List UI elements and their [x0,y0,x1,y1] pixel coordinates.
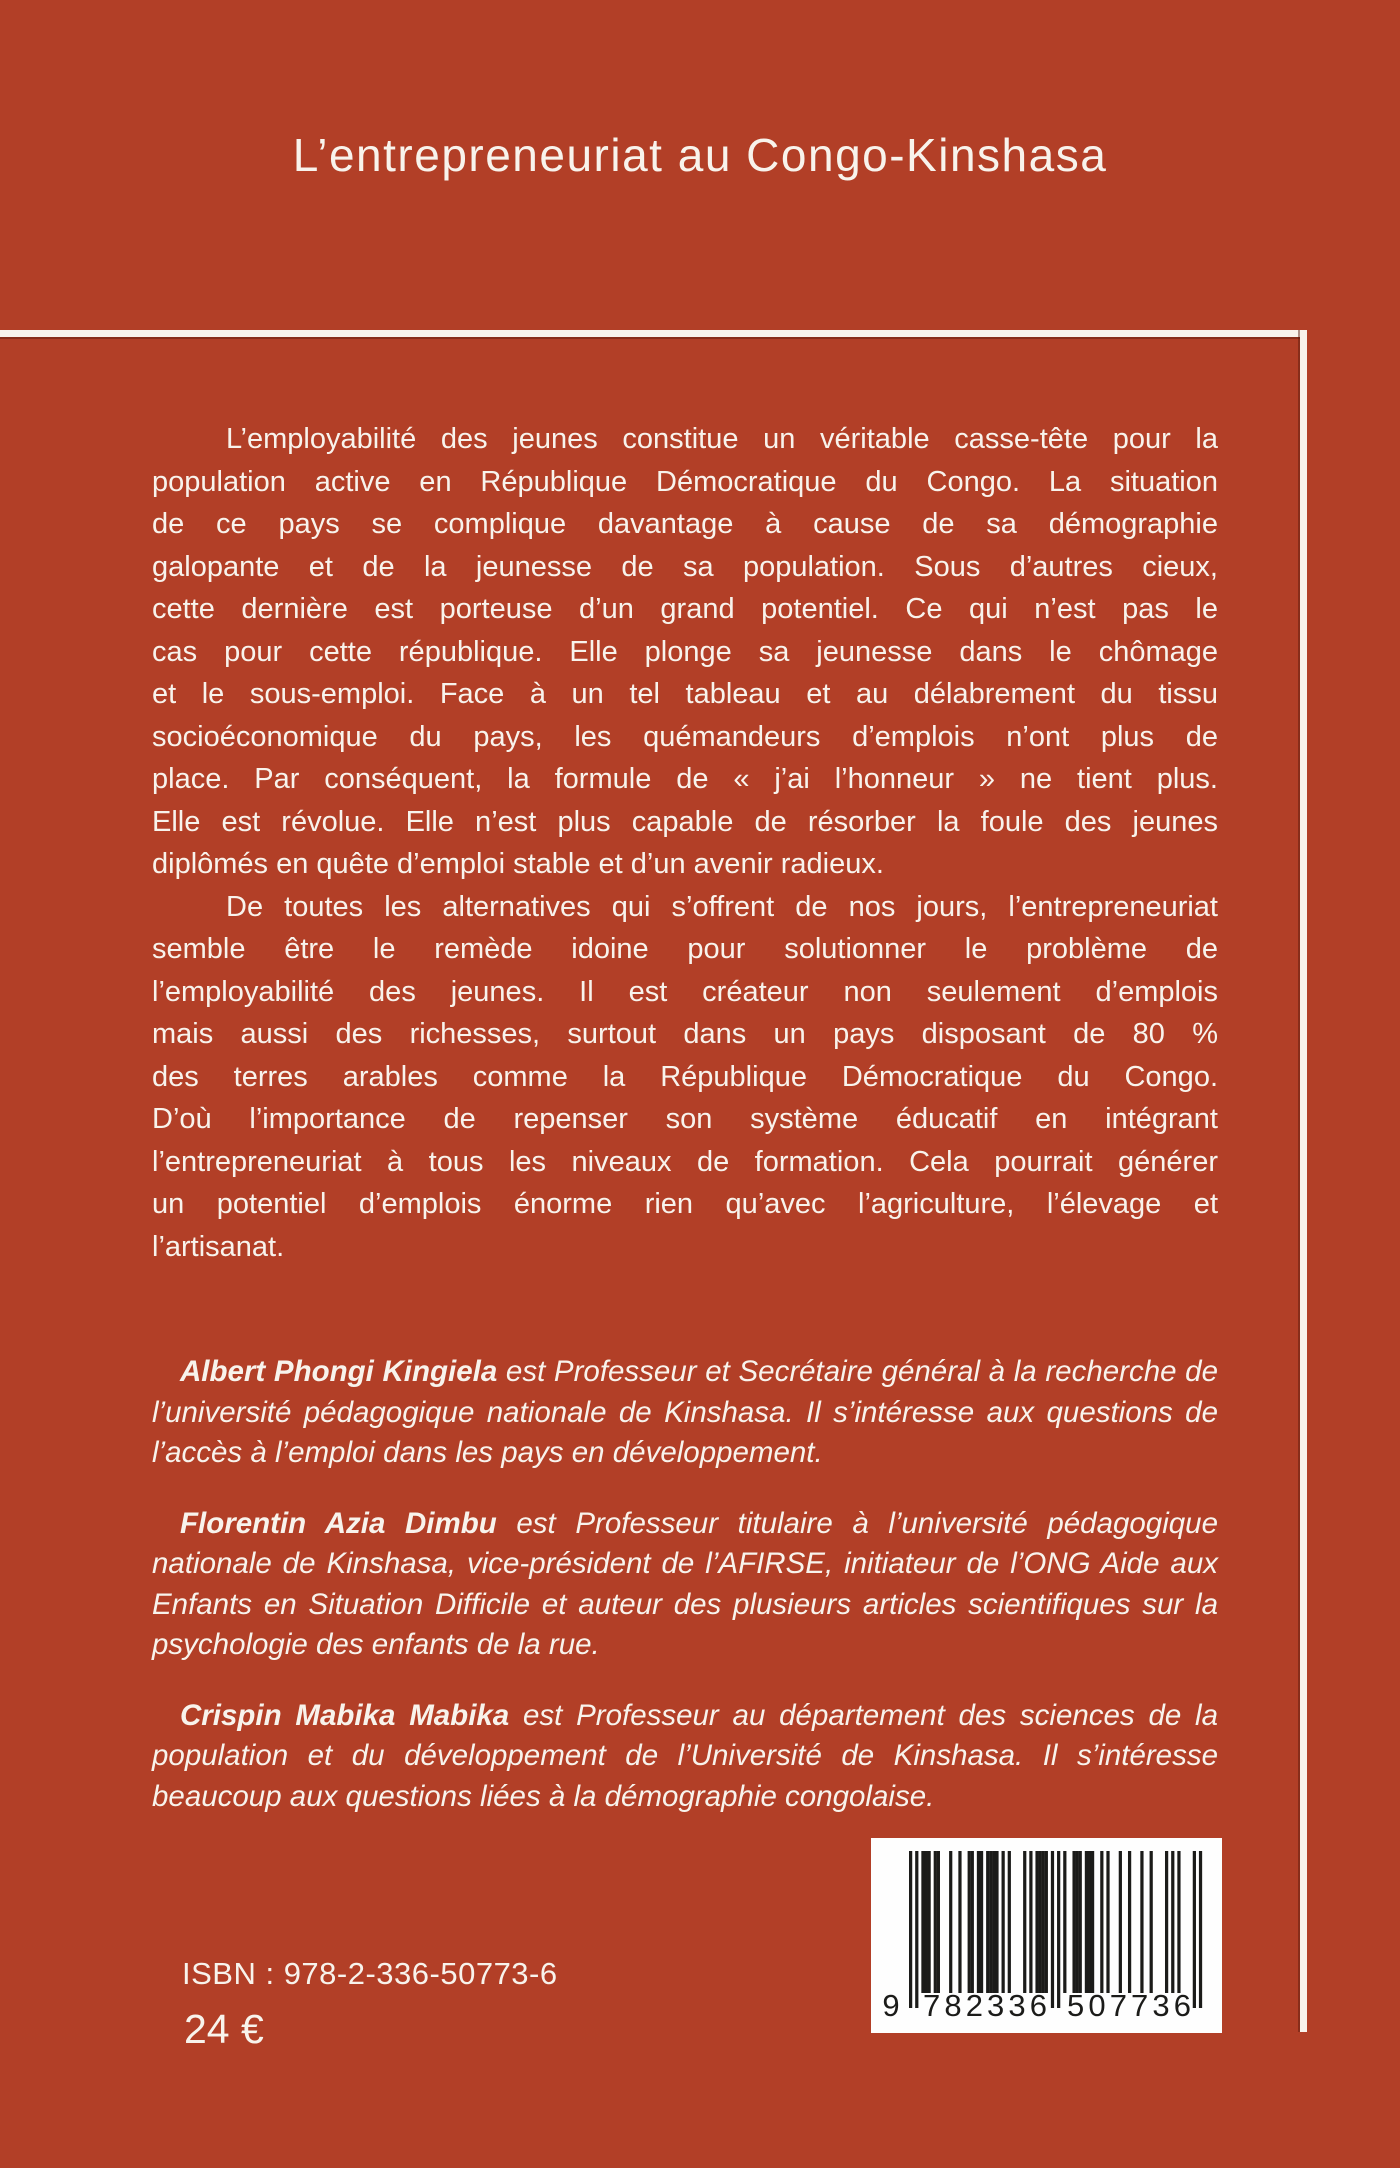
synopsis-line: l’artisanat. [152,1230,285,1263]
synopsis-paragraph-2 [152,886,1218,1269]
barcode-digit: 6 [1029,1988,1047,2023]
barcode-digit: 8 [944,1988,962,2023]
barcode-digit: 2 [965,1988,983,2023]
synopsis-line: galopante et de la jeunesse de sa population. Sous d’autres cieux, [152,550,1218,583]
synopsis-line: de ce pays se complique davantage à cause de sa démographie [152,508,1218,540]
barcode-digit: 0 [1088,1988,1106,2023]
synopsis-line: diplômés en quête d’emploi stable et d’un avenir radieux. [152,848,884,880]
synopsis-line: des terres arables comme la République Démocratique du Congo. [152,1060,1218,1093]
synopsis-line: cas pour cette république. Elle plonge sa jeunesse dans le chômage [152,635,1218,668]
barcode-digits-right-group [1067,1988,1191,2024]
synopsis-line: l’entrepreneuriat à tous les niveaux de formation. Cela pourrait générer [152,1145,1218,1178]
author-name: Albert Phongi Kingiela [180,1355,498,1388]
synopsis-line: De toutes les alternatives qui s’offrent de nos jours, l’entrepreneuriat [226,890,1218,923]
author-bio [152,1504,1218,1666]
barcode-digit: 3 [987,1988,1005,2023]
synopsis-line: cette dernière est porteuse d’un grand potentiel. Ce qui n’est pas le [152,593,1218,625]
author-bio [152,1352,1218,1474]
author-bios [152,1352,1218,1847]
synopsis-line: socioéconomique du pays, les quémandeurs d’emplois n’ont plus de [152,720,1218,753]
barcode-digits-left-group [923,1988,1047,2024]
author-name: Florentin Azia Dimbu [180,1506,497,1540]
synopsis-paragraph-1 [152,418,1218,886]
author-bio-text: est Professeur titulaire à l’université pédagogique nationale de Kinshasa, vice-président de l’AFIRSE, initiateur de l’ONG Aide aux Enfants en Situation Difficile et auteur des plusieurs articles scientifiques sur la psychologie des enfants de la rue. [152,1506,1218,1661]
synopsis-line: et le sous-emploi. Face à un tel tableau et au délabrement du tissu [152,678,1218,710]
synopsis-line: un potentiel d’emplois énorme rien qu’avec l’agriculture, l’élevage et [152,1188,1218,1220]
barcode-digit: 7 [1131,1988,1149,2023]
synopsis [152,418,1218,1268]
author-name: Crispin Mabika Mabika [180,1698,510,1732]
barcode-digit: 3 [1008,1988,1026,2023]
synopsis-line: D’où l’importance de repenser son système éducatif en intégrant [152,1103,1218,1135]
synopsis-line: L’employabilité des jeunes constitue un véritable casse-tête pour la [226,423,1218,455]
frame-top-rule [0,330,1307,337]
frame-right-rule [1300,330,1307,2032]
author-bio-text: est Professeur et Secrétaire général à la recherche de l’université pédagogique nationale de Kinshasa. Il s’intéresse aux questions de l’accès à l’emploi dans les pays en développement. [152,1355,1218,1469]
synopsis-line: mais aussi des richesses, surtout dans un pays disposant de 80 % [152,1018,1218,1050]
barcode-digit-first: 9 [882,1988,900,2023]
barcode-bars [909,1851,1203,2008]
author-bio [152,1696,1218,1818]
barcode-digit: 7 [1109,1988,1127,2023]
book-title: L’entrepreneuriat au Congo-Kinshasa [292,129,1108,181]
synopsis-line: Elle est révolue. Elle n’est plus capable de résorber la foule des jeunes [152,805,1218,838]
barcode-digit: 6 [1173,1988,1191,2023]
barcode-digit: 7 [923,1988,941,2023]
barcode-digit: 5 [1067,1988,1085,2023]
barcode [871,1838,1222,2033]
synopsis-line: population active en République Démocratique du Congo. La situation [152,465,1218,498]
synopsis-line: place. Par conséquent, la formule de « j’ai l’honneur » ne tient plus. [152,763,1218,795]
synopsis-line: l’employabilité des jeunes. Il est créateur non seulement d’emplois [152,975,1218,1008]
isbn-text: ISBN : 978-2-336-50773-6 [182,1956,558,1991]
price-text: 24 € [184,2006,264,2052]
author-bio-text: est Professeur au département des sciences de la population et du développement de l’Université de Kinshasa. Il s’intéresse beaucoup aux questions liées à la démographie congolaise. [152,1698,1218,1813]
synopsis-line: semble être le remède idoine pour solutionner le problème de [152,933,1218,965]
barcode-digit: 3 [1152,1988,1170,2023]
